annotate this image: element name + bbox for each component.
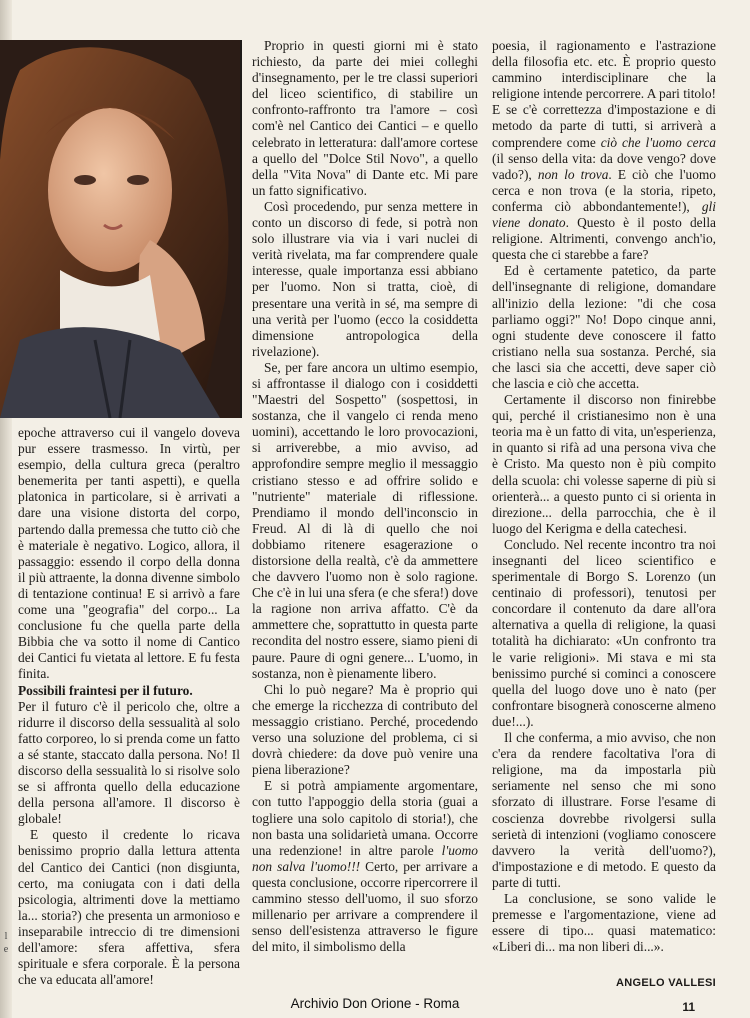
column-2	[252, 38, 478, 955]
girl-portrait-photo	[0, 40, 242, 418]
portrait-illustration	[0, 40, 240, 418]
page-footer	[0, 994, 750, 1018]
column-3	[492, 38, 716, 955]
text-run: poesia, il ragionamento e l'astrazione della filosofia etc. etc. È proprio questo cammino interdisciplinare che la religione intende percorrere. A pari titolo! E se c'è correttezza d'impostazione e di metodo da parte di tutti, si arriverà a comprendere come	[492, 38, 716, 150]
text-run: . E ciò che l'uomo cerca e non trova (e la storia, ripeto, conferma ciò abbondantemente!),	[492, 166, 716, 214]
subheading: Possibili fraintesi per il futuro.	[18, 682, 193, 698]
column2-paragraph: Se, per fare ancora un ultimo esempio, si affrontasse il dialogo con i cosiddetti "Maestri del Sospetto" (sospettosi, in sostanza, che il vangelo ci renda meno uomini), accettando le loro provocazioni, si arriverebbe, a mio avviso, ad approfondire sempre meglio il messaggio cristiano stesso e ad offrire solido e "nutriente" materiale di riflessione. Prendiamo il mondo dell'inconscio in Freud. Al di là di quello che noi dobbiamo ritenere esagerazione o distorsione della realtà, c'è da ammettere che davvero l'uomo non è solo ragione. Che c'è in lui una sfera (e che sfera!) dove la ragione non arriva affatto. C'è da ammettere che, soprattutto in questa parte recondita del nostro essere, siamo pieni di paure. Paure di ogni genere... L'uomo, in sostanza, non è pienamente libero.	[252, 359, 478, 681]
column3-paragraph: La conclusione, se sono valide le premesse e l'argomentazione, viene ad essere di tipo... quasi matematico: «Liberi di... ma non liberi di...».	[492, 890, 716, 955]
column2-paragraph	[252, 778, 478, 955]
column3-paragraph: Concludo. Nel recente incontro tra noi insegnanti del liceo scientifico e sperimentale di Borgo S. Lorenzo (un centinaio di professori), tenutosi per concordare il contenuto da dare all'ora alternativa a quella di religione, la quasi totalità ha dichiarato: «Un confronto tra le varie religioni». Mi stava e mi sta benissimo purché si cominci a conoscere quella del luogo dove uno è nato (per confrontare bisognerà conoscerne almeno due!...).	[492, 536, 716, 729]
author-signature: ANGELO VALLESI	[616, 977, 716, 989]
text-run: E si potrà ampiamente argomentare, con tutto l'appoggio della storia (guai a togliere una solo capitolo di storia!), che non basta una solidarietà umana. Occorre una redenzione! in altre parole	[252, 778, 478, 858]
text-run: (il senso della vita: da dove vengo? dove vado?),	[492, 150, 716, 182]
column3-paragraph: Certamente il discorso non finirebbe qui, perché il cristianesimo non è una teoria ma è un fatto di vita, un'esperienza, in quanto si rifà ad una persona viva che è Cristo. Ma questo non è più compito della scuola: chi volesse saperne di più si orienterà... a questo punto ci si orienta in direzione... della parrocchia, che è il luogo del Kerigma e della catechesi.	[492, 392, 716, 536]
column3-paragraph	[492, 38, 716, 263]
column2-paragraph: Proprio in questi giorni mi è stato richiesto, da parte dei miei colleghi d'insegnamento, per le tre classi superiori del liceo scientifico, di stabilire un confronto-raffronto tra l'amore – così com'è nel Cantico dei Cantici – e quello celebrato in letteratura: dall'amore cortese a quello del "Dolce Stil Novo", a quello della "Vita Nova" di Dante etc. Mi pare un fatto significativo.	[252, 38, 478, 198]
emphasis-text: ciò che l'uomo cerca	[600, 134, 716, 150]
column1-paragraph: E questo il credente lo ricava benissimo proprio dalla lettura attenta del Cantico dei Cantici (non disgiunta, certo, ma coniugata con i dati della psicologia, altrimenti dove la mettiamo la... storia?) che presenta un armonioso e inseparabile intreccio di tre dimensioni dell'amore: sfera affettiva, sfera spirituale e sfera corporale. È la persona che va educata all'amore!	[18, 827, 240, 988]
column1-paragraph: Per il futuro c'è il pericolo che, oltre a ridurre il discorso della sessualità al solo fatto corporeo, lo si prenda come un fatto a sé stante, staccato dalla persona. No! Il discorso della sessualità lo si risolve solo se si affronta quello della educazione della persona all'amore. Il discorso è globale!	[18, 698, 240, 827]
column2-paragraph: Così procedendo, pur senza mettere in conto un discorso di fede, si potrà non solo illustrare via via i vari nuclei di verità rivelata, ma far comprendere quale interesse, quale importanza essi abbiano per l'uomo. Non si tratta, cioè, di presentare una verità in sé, ma sempre di una verità per l'uomo (ecco la cosiddetta dimensione antropologica della rivelazione).	[252, 198, 478, 359]
column3-paragraph: Ed è certamente patetico, da parte dell'insegnante di religione, domandare all'inizio della lezione: "di che cosa parliamo oggi?" No! Dopo cinque anni, ogni studente deve conoscere il fatto cristiano nella sua sostanza. Perché, sia che lasci sia che accetti, deve saper ciò che lascia e ciò che accetta.	[492, 263, 716, 391]
column1-paragraph: epoche attraverso cui il vangelo doveva pur essere trasmesso. In virtù, per esempio, della cultura greca (peraltro benemerita per tanti aspetti), e quella platonica in particolare, si è arrivati a dare una visione distorta del corpo, partendo dalla premessa che tutto ciò che è materiale è negativo. Logico, allora, il passaggio: essendo il corpo della donna il più attraente, la donna divenne simbolo di tentazione continua! E si arrivò a fare come una "geografia" del corpo... La conclusione fu che quella parte della Bibbia che va sotto il nome di Cantico dei Cantici fu vietata al lettore. E fu festa finita.	[18, 425, 241, 682]
emphasis-text: non lo trova	[537, 166, 609, 182]
column2-paragraph: Chi lo può negare? Ma è proprio qui che emerge la ricchezza di contributo del messaggio cristiano. Perché, procedendo verso una soluzione del problema, ci si dovrà chiedere: da dove può venire una piena liberazione?	[252, 681, 478, 778]
emphasis-text: gli viene donato	[492, 198, 716, 231]
page-number: 11	[682, 1000, 695, 1014]
gutter-marks: l e	[3, 931, 9, 955]
column-1	[18, 425, 240, 988]
column3-paragraph: Il che conferma, a mio avviso, che non c'era da rendere facoltativa l'ora di religione, ma da impostarla più seriamente nel senso che mi sono sforzato di illustrare. Forse l'esame di coscienza dovrebbe rivolgersi sulla serietà di intenzioni (vogliamo conoscere davvero la verità dell'uomo?), d'impostazione e di metodo. E questo da parte di tutti.	[492, 730, 716, 890]
text-run: Certo, per arrivare a questa conclusione, occorre ripercorrere il cammino stesso dell'uomo, il suo sforzo millenario per arrivare a comprendere il senso dell'esistenza attraverso le figure del mito, il simbolismo della	[252, 858, 478, 955]
emphasis-text: l'uomo non salva l'uomo!!!	[252, 842, 478, 874]
archive-credit: Archivio Don Orione - Roma	[290, 996, 460, 1011]
text-run: . Questo è il posto della religione. Altrimenti, convengo anch'io, questa che ci starebbe a fare?	[492, 215, 716, 263]
